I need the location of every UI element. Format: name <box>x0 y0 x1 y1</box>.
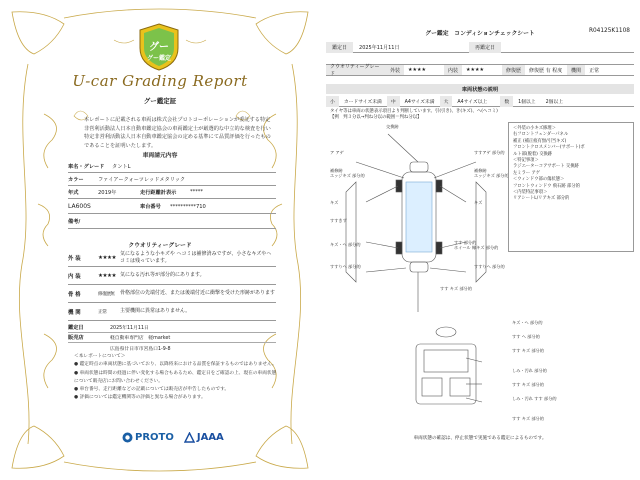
rating-stars: ★★★★ <box>98 272 117 279</box>
special-notes-panel: ＜外装の小キズ修理＞ 右フロントフェンダーパネル 補正 (補正痕有無/引当キズ) フロントクロスメンバー(サポート)ボ ルト部(脱着) 交換跡 ＜特記事項＞ ラジエーターコアサポート 交換跡 左ミラー アゲ ＜ウィンドウ部の傷状態＞ フロントウィンドウ 飛石跡 部分的 ＜内装特記事項＞ リアシートL/リアキズ 部分的 <box>508 122 634 252</box>
callout-interior-7: すす キズ 部分的 <box>512 416 544 421</box>
proto-mark-icon <box>122 432 133 443</box>
quality-row-interior: 内 装 ★★★★ 気になる汚れ等が部分的にあります。 <box>68 267 276 285</box>
callout-rear: すす キズ 部分的 <box>440 286 472 291</box>
vehicle-color: ファイアークォーツレッドメタリック <box>98 176 186 183</box>
callout-left-door: キズ <box>330 200 339 205</box>
vehicle-section-title: 車両請元内容 <box>142 153 178 159</box>
callout-left-rear: キズ・ヘ 部分的 <box>330 242 361 247</box>
gu-kantei-badge-icon <box>136 22 182 72</box>
callout-front-right: すすアゲ 部分的 <box>474 150 505 155</box>
callout-right-fender: 補修跡 エッジキズ 部分的 <box>474 168 509 179</box>
report-id: R04125K1108 <box>588 28 630 34</box>
shop-address: 広島県廿日市市宮島口1-9-8 <box>110 346 171 352</box>
callout-interior-1: キズ・ヘ 部分的 <box>512 320 543 325</box>
callout-interior-2: すす ヘ 部分的 <box>512 334 540 339</box>
vehicle-color-row: カラー ファイアークォーツレッドメタリック <box>68 173 276 186</box>
vehicle-name-row: 車名・グレード タントL <box>68 160 276 173</box>
sheet-title: グー鑑定 コンディションチェックシート <box>425 31 535 37</box>
address-row <box>68 343 276 353</box>
callout-front: 交換跡 <box>386 124 399 129</box>
jaaa-logo: JAAA <box>184 432 224 443</box>
vehicle-year-row: 年式 2019年 走行距離計表示 ***** <box>68 186 276 199</box>
proto-logo: PROTO <box>122 432 174 443</box>
jaaa-mark-icon <box>184 432 195 443</box>
quality-row-exterior: 外 装 ★★★★ 気になるような小キズや ヘコミは補修済みですが、小さなキズやヘコミは残っています。 <box>68 249 276 267</box>
badge-label: グー鑑定 <box>146 55 172 62</box>
vehicle-mileage: ***** <box>190 189 203 195</box>
quality-row-engine: 機 関 正常 主要機関に異常はありません。 <box>68 303 276 321</box>
vehicle-name: タントL <box>112 163 131 170</box>
quality-grade-row: クウオリティーグレード 外装 ★★★★ 内装 ★★★★ 修復歴 修復歴 有 程度 機関 正常 <box>326 64 634 76</box>
callout-left-rear-door: すすきず <box>330 218 347 223</box>
symbol-note: タイヤ等は車両の状態表示項目より判断しています。引(引き)、き(キズ)、ヘ(ヘコミ) 【例 判３分以→判ね分以の範囲＝判ね分以】 <box>330 109 498 120</box>
callout-right-quarter: すすりヘ 部分的 <box>474 264 505 269</box>
sheet-footer-note: 車両状態の確認は、停止状態で実施である鑑定によるものです。 <box>413 436 547 441</box>
callout-left-quarter: すすりヘ 部分的 <box>330 264 361 269</box>
sheet-date: 2025年11月11日 <box>359 44 400 51</box>
condition-check-sheet <box>326 30 634 476</box>
vehicle-chassis: **********710 <box>170 203 206 210</box>
callout-right-wheel: すす 部分的 ホイール 線キズ 部分的 <box>454 240 499 251</box>
callout-interior-6: しみ・汚れ すす 部分的 <box>512 396 557 401</box>
vehicle-year: 2019年 <box>98 189 117 196</box>
vehicle-remarks-row: 備考/ <box>68 215 276 229</box>
callout-interior-4: しみ・汚れ 部分的 <box>512 368 547 373</box>
report-notes: ＜本レポートについて＞ ● 鑑定時点の車両状態に基づいており、以降将来における品質を保証するものではありません。 ● 車両状態は時間の経過に伴い変化する場合もあるため、鑑定日をご確認の上、現在の車両状態について販売店にお問い合わせください。 ● 車台番号、走行距離などの記載については販売店が申告したものです。 ● 評価については鑑定機関等の評価と異なる場合があります。 <box>74 354 277 401</box>
quality-section-title: クウオリティーグレード <box>128 243 192 249</box>
vehicle-model: LA600S <box>68 203 91 210</box>
quality-row-frame: 骨 格 修復歴無 骨格部位の先端付近、または後端付近に衝撃を受けた形跡があります <box>68 285 276 303</box>
callout-right-door: キズ <box>474 200 483 205</box>
sheet-date-row: 鑑定日 2025年11月11日 再鑑定日 <box>326 42 634 53</box>
inspection-date-row: 鑑定日 2025年11月11日 <box>68 323 276 333</box>
certificate-title: U-car Grading Report <box>72 72 248 90</box>
callout-left-fender: 補修跡 エッジキズ 部分的 <box>330 168 365 179</box>
grading-certificate <box>4 4 316 476</box>
condition-section-title: 車両状態の説明 <box>326 84 634 94</box>
callout-interior-3: すす キズ 部分的 <box>512 348 544 353</box>
certificate-subtitle: グー鑑定証 <box>143 97 177 105</box>
vehicle-model-row: LA600S 車台番号 **********710 <box>68 200 276 214</box>
size-legend-row: 小 カードサイズ未満 中 A4サイズ未満 大 A4サイズ以上 数 1個以上 2個以上 <box>326 96 634 107</box>
rating-stars: ★★★★ <box>98 254 117 261</box>
shop-row: 販売店 軽自動車専門店 軽market <box>68 333 276 343</box>
shop-name: 軽自動車専門店 軽market <box>110 336 171 341</box>
callout-front-left: ア アゲ <box>330 150 344 155</box>
svg-text:グー: グー <box>149 42 169 53</box>
issuer-logos <box>122 430 232 444</box>
inspection-date: 2025年11月11日 <box>110 326 149 331</box>
callout-interior-5: すす キズ 部分的 <box>512 382 544 387</box>
certificate-intro: 本レポートに記載される車両は株式会社プロトコーポレーションが委託する特定非営利活動法人日本自動車鑑定協会の車両鑑定士が厳選的な中立的な検査を行い特定非営利活動法人日本自動車鑑定協会の定める基準にて品質評価を行ったものであることを証明いたします。 <box>84 117 271 149</box>
